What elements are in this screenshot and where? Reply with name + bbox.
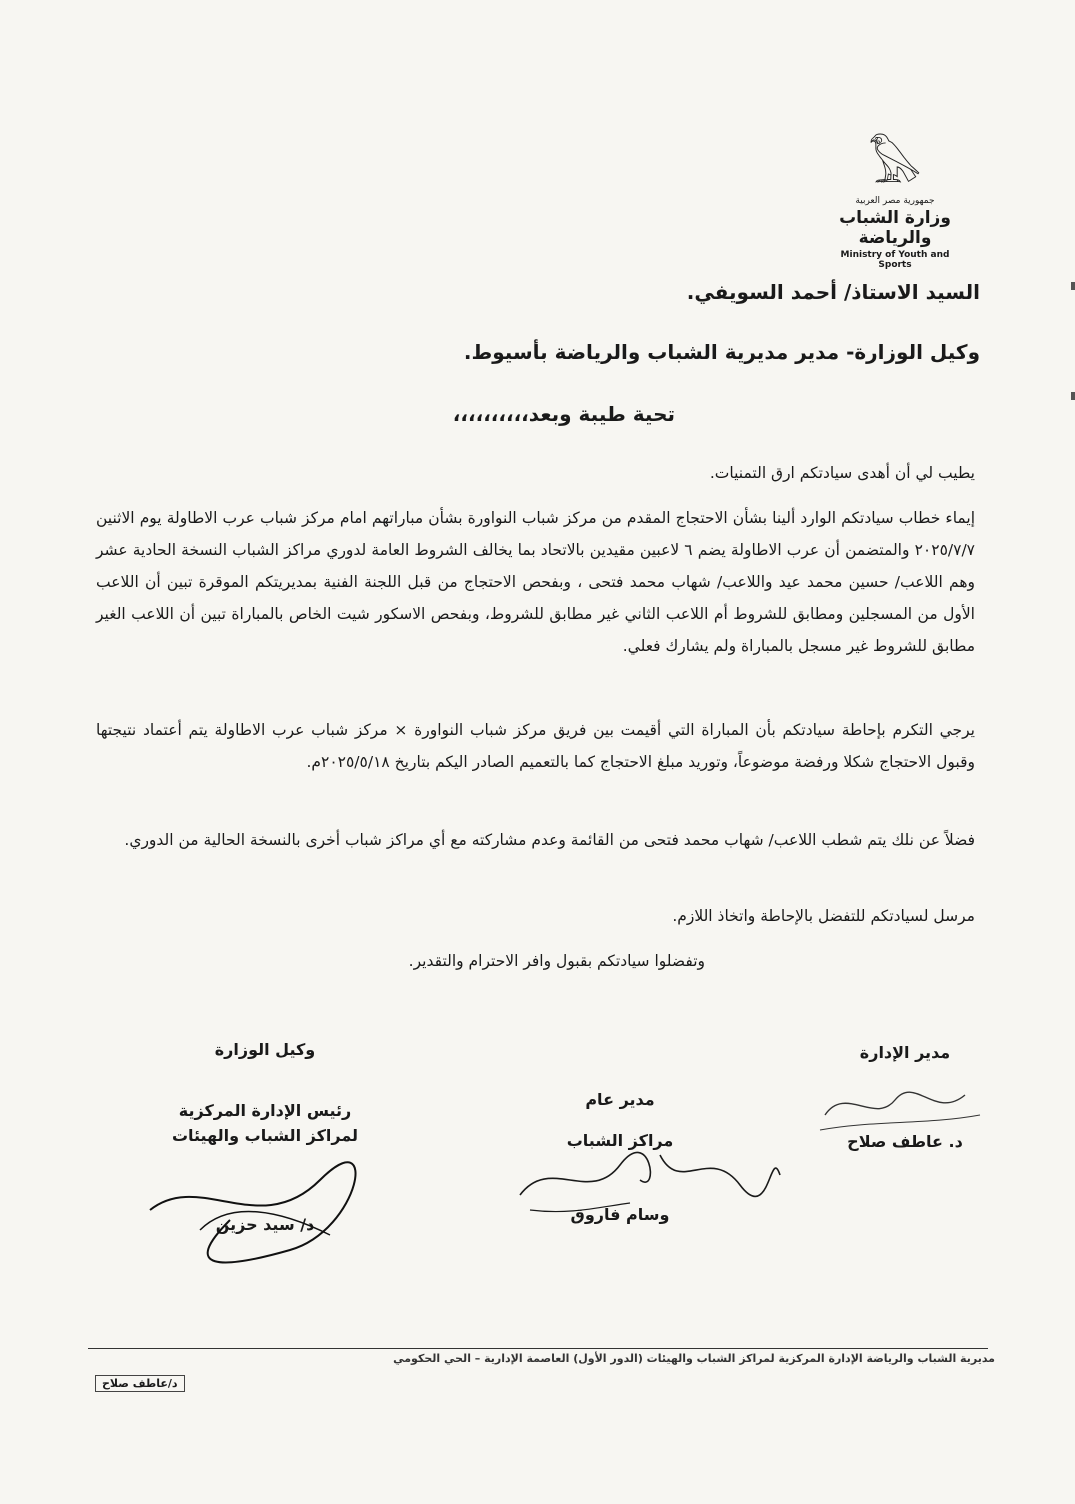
signature-title: مدير الإدارة [859, 1043, 951, 1062]
ministry-name-en: Ministry of Youth and Sports [840, 250, 950, 270]
paragraph-3: فضلاً عن نلك يتم شطب اللاعب/ شهاب محمد فتحى من القائمة وعدم مشاركته مع أي مراكز شباب أخرى بالنسخة الحالية من الدوري. [124, 831, 975, 849]
opening-line: يطيب لي أن أهدى سيادتكم ارق التمنيات. [709, 464, 975, 482]
ministry-logo [830, 140, 960, 270]
greeting: تحية طيبة وبعد،،،،،،،،،، [452, 402, 675, 426]
signature-title: رئيس الإدارة المركزية [178, 1101, 352, 1120]
paragraph-1: إيماء خطاب سيادتكم الوارد ألينا بشأن الاحتجاج المقدم من مركز شباب النواورة بشأن مباراتهم امام مركز شباب عرب الاطاولة يوم الاثنين ٢٠٢٥/٧/٧ والمتضمن أن عرب الاطاولة يضم ٦ لاعبين مقيدين بالاتحاد بما يخالف الشروط العامة لدوري مراكز الشباب النسخة الحادية عشر وهم اللاعب/ حسين محمد عيد واللاعب/ شهاب محمد فتحى ، وبفحص الاحتجاج من قبل اللجنة الفنية بمديريتكم الموقرة تبين أن اللاعب الأول من المسجلين ومطابق للشروط أم اللاعب الثاني غير مطابق للشروط، وبفحص الاسكور شيت الخاص بالمباراة تبين أن اللاعب الغير مطابق للشروط غير مسجل بالمباراة ولم يشارك فعلي. [96, 509, 975, 655]
paragraph-4: مرسل لسيادتكم للتفضل بالإحاطة واتخاذ اللازم. [672, 907, 975, 925]
handwritten-signature-right [815, 1075, 985, 1135]
author-initials: د/عاطف صلاح [95, 1375, 185, 1392]
addressee-title: وكيل الوزارة- مدير مديرية الشباب والرياضة بأسيوط. [463, 340, 980, 364]
signature-title: وكيل الوزارة [214, 1040, 316, 1059]
ministry-name-ar: وزارة الشباب والرياضة [839, 208, 951, 248]
signature-title: مراكز الشباب [566, 1131, 674, 1150]
handwritten-signature-left [140, 1150, 370, 1280]
eagle-emblem-icon: 𓅃 [868, 138, 922, 194]
footer-divider [88, 1348, 988, 1349]
margin-mark [1071, 392, 1075, 400]
signature-name: د/ سيد حزين [215, 1215, 315, 1234]
republic-line: جمهورية مصر العربية [855, 196, 935, 206]
handwritten-signature-middle [510, 1125, 790, 1225]
signature-title: لمراكز الشباب والهيئات [171, 1126, 359, 1145]
signature-title: مدير عام [585, 1090, 655, 1109]
signature-name: وسام فاروق [570, 1205, 670, 1224]
addressee-name: السيد الاستاذ/ أحمد السويفي. [686, 280, 980, 304]
signature-name: د. عاطف صلاح [847, 1132, 963, 1151]
footer-address: مديرية الشباب والرياضة الإدارة المركزية لمراكز الشباب والهيئات (الدور الأول) العاصمة الإدارية – الحي الحكومي [393, 1352, 995, 1365]
closing-line: وتفضلوا سيادتكم بقبول وافر الاحترام والتقدير. [408, 952, 705, 970]
margin-mark [1071, 282, 1075, 290]
paragraph-2: يرجي التكرم بإحاطة سيادتكم بأن المباراة التي أقيمت بين فريق مركز شباب النواورة × مركز شباب عرب الاطاولة يتم أعتماد نتيجتها وقبول الاحتجاج شكلا ورفضة موضوعاً، وتوريد مبلغ الاحتجاج كما بالتعميم الصادر اليكم بتاريخ ٢٠٢٥/٥/١٨م. [96, 721, 975, 771]
